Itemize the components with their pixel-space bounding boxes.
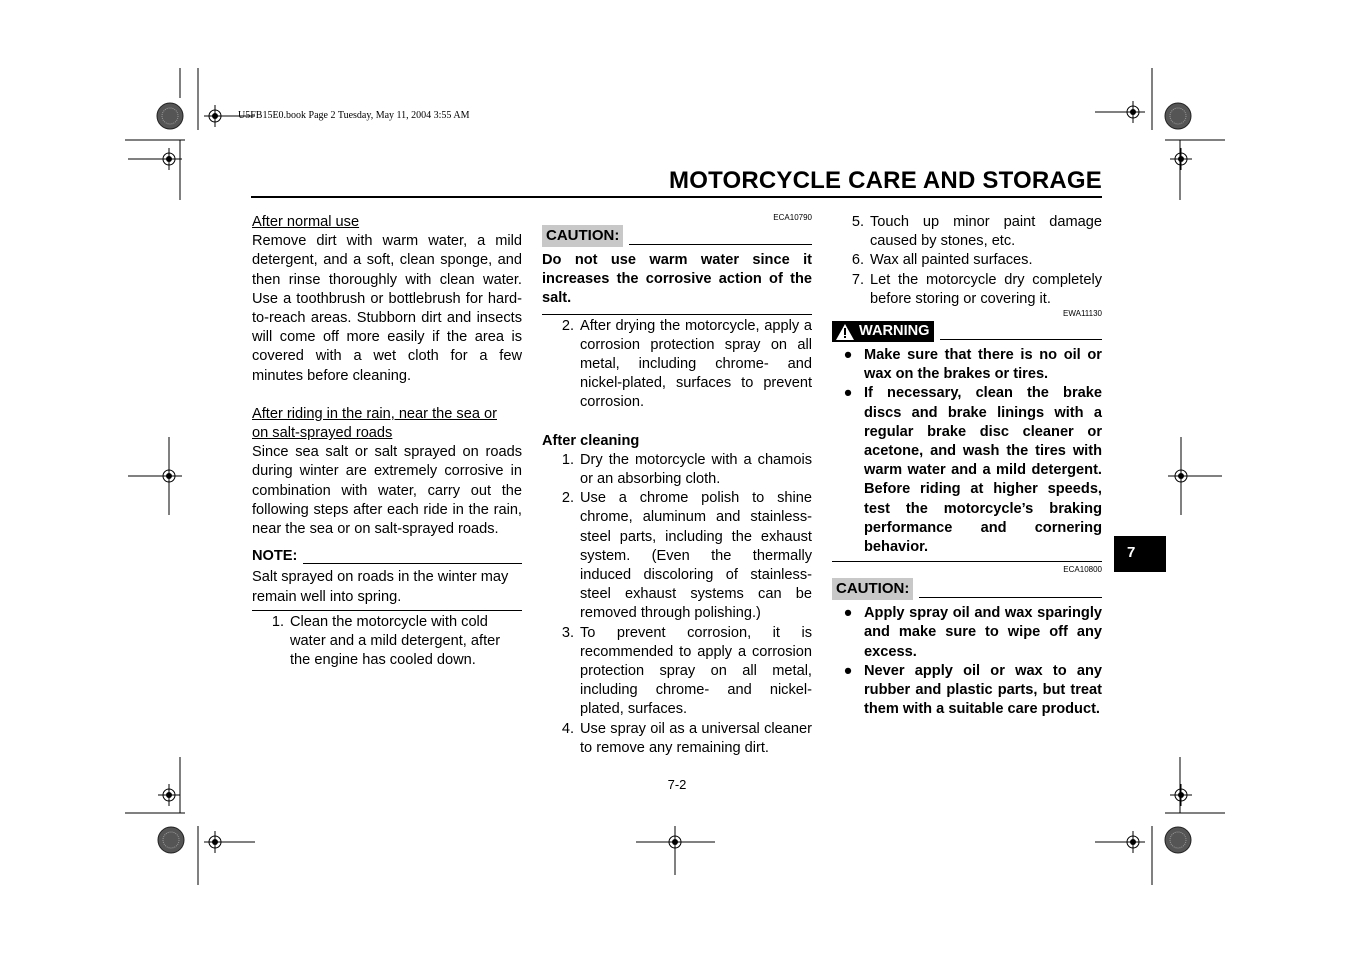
caution-text: Never apply oil or wax to any rubber and plastic parts, but treat them with a suitable care product. <box>864 662 1102 718</box>
list-number: 2. <box>561 490 574 507</box>
caution-bullet: ● Apply spray oil and wax sparingly and make sure to wipe off any excess. <box>832 604 1102 662</box>
caution-header <box>542 225 812 247</box>
caution-label: CAUTION: <box>832 578 913 600</box>
page-number: 7-2 <box>667 777 687 792</box>
list-item <box>252 613 522 671</box>
caution-bullet: ● Never apply oil or wax to any rubber and plastic parts, but treat them with a suitable care product. <box>832 662 1102 720</box>
section-heading-after-cleaning: After cleaning <box>542 432 640 449</box>
list-number: 6. <box>851 252 864 269</box>
list-item <box>542 451 812 489</box>
note-label: NOTE: <box>252 548 298 565</box>
list-item <box>542 489 812 623</box>
warning-header <box>832 321 1102 342</box>
caution-label: CAUTION: <box>542 225 623 247</box>
warning-triangle-icon <box>836 324 854 340</box>
section-heading-normal-use: After normal use <box>252 214 360 230</box>
list-text: Use spray oil as a universal cleaner to remove any remaining dirt. <box>580 720 812 756</box>
caution-text: Apply spray oil and wax sparingly and make sure to wipe off any excess. <box>864 605 1102 660</box>
caution-code: ECA10800 <box>1063 565 1102 575</box>
list-text: To prevent corrosion, it is recommended to apply a corrosion protection spray on all metal, including chrome- and nickel-plated, surfaces. <box>580 624 812 718</box>
warning-divider <box>832 561 1102 562</box>
file-info: U5FB15E0.book Page 2 Tuesday, May 11, 2004 3:55 AM <box>238 110 470 121</box>
list-text: Clean the motorcycle with cold water and a mild detergent, after the engine has cooled down. <box>290 613 501 669</box>
note-text: Salt sprayed on roads in the winter may remain well into spring. <box>252 569 509 605</box>
caution-divider <box>542 314 812 315</box>
list-text: Dry the motorcycle with a chamois or an absorbing cloth. <box>580 451 812 488</box>
warning-label-text: WARNING <box>859 323 930 340</box>
caution-code: ECA10790 <box>773 213 812 222</box>
list-item <box>542 720 812 758</box>
note-header <box>252 547 522 566</box>
list-text: Let the motorcycle dry completely before storing or covering it. <box>870 271 1102 307</box>
section-heading-rain-line2: on salt-sprayed roads <box>252 425 393 442</box>
column-3 <box>832 213 1102 719</box>
warning-bullet: ● If necessary, clean the brake discs and brake linings with a regular brake disc cleaner or acetone, and wash the tires with warm water and a mild detergent. Before riding at higher speeds, test the motorcycle’s braking performance and cornering behavior. <box>832 384 1102 557</box>
list-text: Touch up minor paint damage caused by stones, etc. <box>870 214 1102 250</box>
caution-text: Do not use warm water since it increases the corrosive action of the salt. <box>542 252 812 307</box>
list-number: 2. <box>561 317 574 334</box>
title-rule <box>251 196 1102 198</box>
list-number: 7. <box>851 271 864 288</box>
list-text: After drying the motorcycle, apply a corrosion protection spray on all metal, including chrome- and nickel-plated, surfaces to prevent corrosion. <box>580 317 812 411</box>
warning-text: Make sure that there is no oil or wax on the brakes or tires. <box>864 347 1102 383</box>
list-number: 1. <box>561 451 574 468</box>
list-item <box>542 317 812 413</box>
column-2 <box>542 213 812 758</box>
column-1 <box>252 213 522 670</box>
list-text: Wax all painted surfaces. <box>870 252 1033 269</box>
warning-code: EWA11130 <box>1063 309 1102 319</box>
section-heading-rain: After riding in the rain, near the sea or <box>252 405 497 422</box>
chapter-tab-number: 7 <box>1127 544 1136 561</box>
chapter-tab <box>1114 536 1166 572</box>
list-text: Use a chrome polish to shine chrome, aluminum and stainless-steel parts, including the exhaust system. (Even the thermally induced discoloring of stainless-steel exhaust systems can be removed through polishing.) <box>580 490 812 622</box>
list-number: 3. <box>561 624 574 641</box>
list-number: 4. <box>561 720 574 737</box>
warning-bullet: ● Make sure that there is no oil or wax on the brakes or tires. <box>832 346 1102 384</box>
paragraph: Since sea salt or salt sprayed on roads during winter are extremely corrosive in combination with water, carry out the following steps after each ride in the rain, near the sea or on salt-sprayed roads. <box>252 444 522 538</box>
list-number: 1. <box>271 613 284 630</box>
warning-label <box>832 321 934 342</box>
caution-header <box>832 578 1102 600</box>
note-divider <box>252 610 522 611</box>
list-item <box>832 213 1102 251</box>
warning-text: If necessary, clean the brake discs and brake linings with a regular brake disc cleaner or acetone, and wash the tires with warm water and a mild detergent. Before riding at higher speeds, test the motorcycle’s braking performance and cornering behavior. <box>864 385 1102 556</box>
list-item <box>542 624 812 720</box>
list-item <box>832 271 1102 309</box>
paragraph: Remove dirt with warm water, a mild detergent, and a soft, clean sponge, and then rinse thoroughly with clean water. Use a toothbrush or bottlebrush for hard-to-reach areas. Stubborn dirt and insects will come off more easily if the area is covered with a wet cloth for a few minutes before cleaning. <box>252 233 522 384</box>
list-number: 5. <box>851 214 864 230</box>
page-title: MOTORCYCLE CARE AND STORAGE <box>669 167 1102 194</box>
list-item <box>832 251 1102 270</box>
